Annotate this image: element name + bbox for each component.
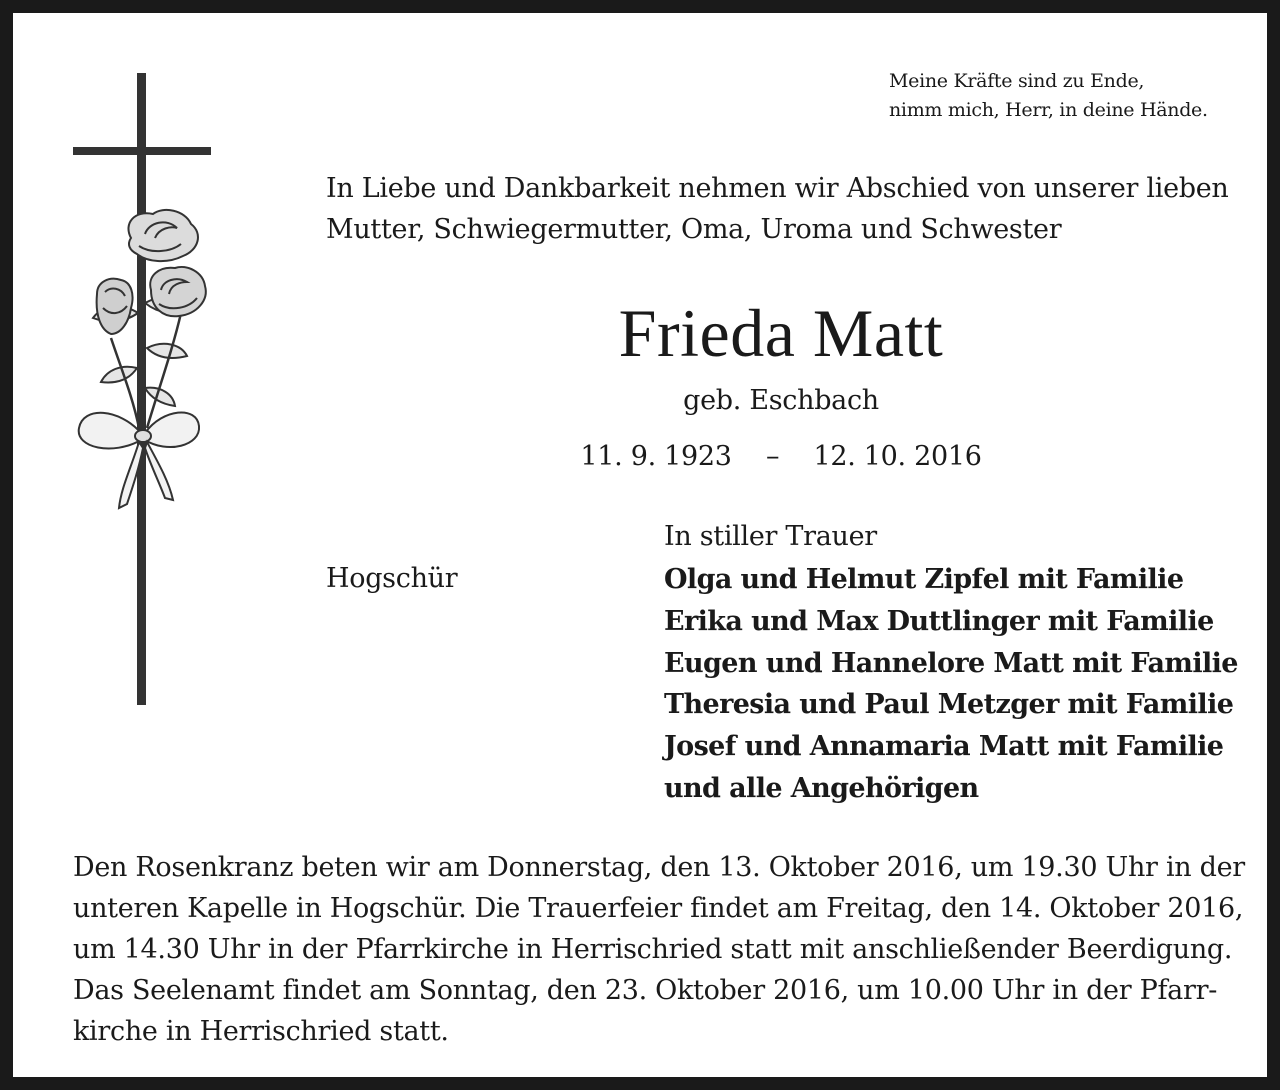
date-separator: – <box>765 441 780 472</box>
mourner-entry: Josef und Annamaria Matt mit Familie <box>664 731 1224 763</box>
service-line: Das Seelenamt findet am Sonntag, den 23. Oktober 2016, um 10.00 Uhr in der Pfarr- <box>73 975 1218 1006</box>
service-line: kirche in Herrischried statt. <box>73 1016 449 1047</box>
intro-line: Mutter, Schwiegermutter, Oma, Uroma und Schwester <box>326 214 1062 245</box>
mourner-entry: Theresia und Paul Metzger mit Familie <box>664 689 1234 721</box>
mourners-list <box>664 559 1238 810</box>
service-information <box>73 847 1245 1052</box>
intro-text <box>326 168 1246 250</box>
service-line: unteren Kapelle in Hogschür. Die Trauerfeier findet am Freitag, den 14. Oktober 2016, <box>73 893 1244 924</box>
mourner-entry: Eugen und Hannelore Matt mit Familie <box>664 647 1238 679</box>
deceased-name: Frieda Matt <box>618 295 944 371</box>
mourner-entry: und alle Angehörigen <box>664 772 979 804</box>
intro-line: In Liebe und Dankbarkeit nehmen wir Abschied von unserer lieben <box>326 173 1229 204</box>
place-name: Hogschür <box>326 563 458 594</box>
maiden-name: geb. Eschbach <box>683 385 879 416</box>
life-dates <box>326 437 1236 477</box>
death-date: 12. 10. 2016 <box>813 441 982 472</box>
motto-line: Meine Kräfte sind zu Ende, <box>889 70 1145 92</box>
service-line: Den Rosenkranz beten wir am Donnerstag, den 13. Oktober 2016, um 19.30 Uhr in der <box>73 852 1245 883</box>
cross-with-roses-icon <box>63 68 223 718</box>
motto-verse <box>889 67 1208 125</box>
mourner-entry: Erika und Max Duttlinger mit Familie <box>664 605 1214 637</box>
birth-date: 11. 9. 1923 <box>580 441 732 472</box>
service-line: um 14.30 Uhr in der Pfarrkirche in Herrischried statt mit anschließender Beerdigung. <box>73 934 1233 965</box>
motto-line: nimm mich, Herr, in deine Hände. <box>889 99 1208 121</box>
mourning-label: In stiller Trauer <box>664 521 877 552</box>
mourner-entry: Olga und Helmut Zipfel mit Familie <box>664 564 1184 595</box>
